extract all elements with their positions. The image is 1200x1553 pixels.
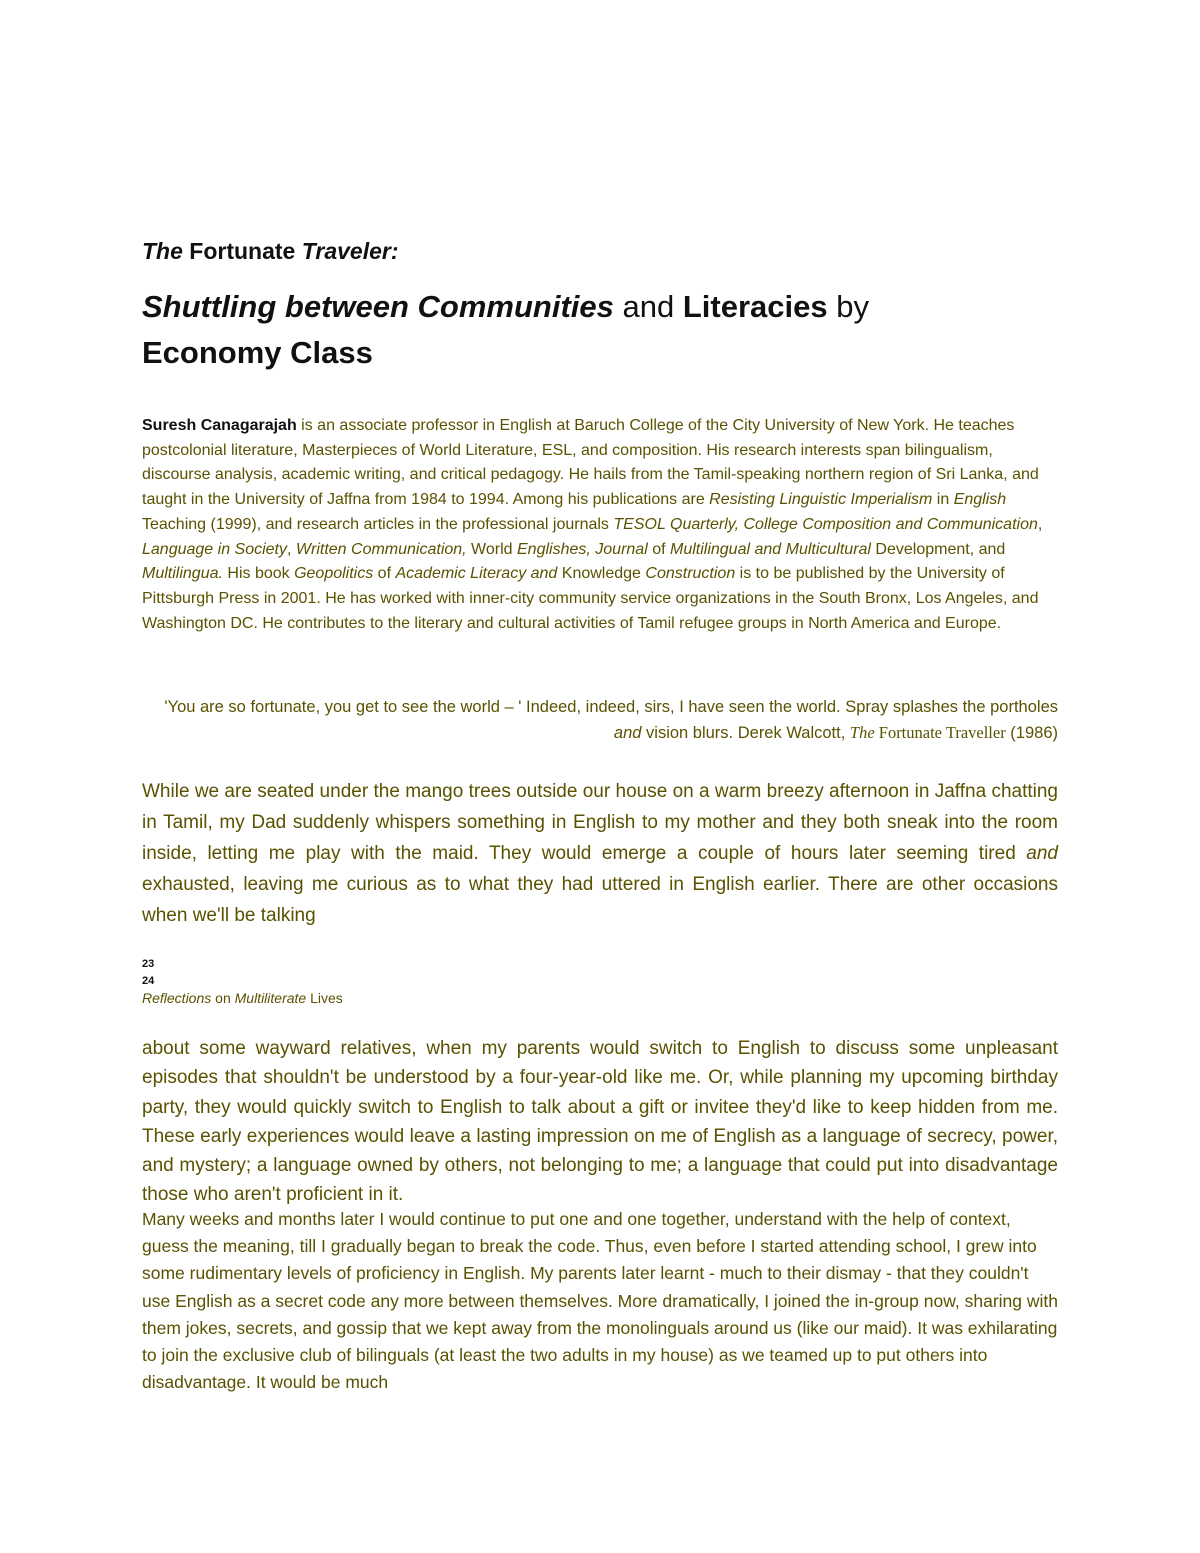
- epigraph-year: (1986): [1005, 724, 1058, 742]
- bio-text: ,: [1037, 515, 1043, 533]
- author-name: Suresh Canagarajah: [142, 417, 297, 434]
- bio-italic: Construction: [645, 565, 736, 583]
- paragraph-italic: and: [1026, 843, 1058, 864]
- title-word-traveler: Traveler:: [301, 238, 399, 264]
- author-bio: [142, 414, 1060, 636]
- running-head-text: Lives: [306, 990, 343, 1006]
- bio-text: of: [647, 540, 670, 558]
- bio-text: ,: [287, 540, 296, 558]
- subtitle-part-3: Literacies: [682, 289, 828, 324]
- bio-text: Knowledge: [557, 565, 646, 583]
- subtitle-part-4: by: [827, 289, 869, 324]
- bio-italic: Englishes, Journal: [517, 540, 648, 558]
- body-paragraph-1: [142, 776, 1058, 931]
- running-head: [142, 990, 343, 1006]
- bio-text: is an associate professor in English at Baruch College of the City University of New York. He teaches postcolonial literature, Masterpieces of World Literature, ESL, and composition. His research interests span bilingualism, discourse analysis, academic writing, and critical pedagogy. He hails from the Tamil-speaking northern region of Sri Lanka, and taught in the University of Jaffna from 1984 to 1994. Among his publications are: [142, 417, 1039, 509]
- subtitle-part-5: Economy Class: [142, 335, 373, 370]
- title-word-the: The: [142, 238, 183, 264]
- epigraph: [142, 694, 1058, 746]
- subtitle-part-1: Shuttling between Communities: [142, 289, 614, 324]
- bio-text: of: [373, 565, 396, 583]
- bio-text: Development, and: [870, 540, 1006, 558]
- body-paragraph-2: about some wayward relatives, when my parents would switch to English to discuss some unpleasant episodes that shouldn't be understood by a four-year-old like me. Or, while planning my upcoming birthday party, they would quickly switch to English to talk about a gift or invitee they'd like to keep hidden from me. These early experiences would leave a lasting impression on me of English as a language of secrecy, power, and mystery; a language owned by others, not belonging to me; a language that could put into disadvantage those who aren't proficient in it.: [142, 1038, 1058, 1206]
- epigraph-italic: and: [613, 724, 642, 742]
- body-paragraph-3: Many weeks and months later I would continue to put one and one together, understand with the help of context, guess the meaning, till I gradually began to break the code. Thus, even before I started attending school, I grew into some rudimentary levels of proficiency in English. My parents later learnt - much to their dismay - that they couldn't use English as a secret code any more between themselves. More dramatically, I joined the in-group now, sharing with them jokes, secrets, and gossip that we kept away from the monolinguals around us (like our maid). It was exhilarating to join the exclusive club of bilinguals (at least the two adults in my house) as we teamed up to put others into disadvantage. It would be much: [142, 1209, 1058, 1393]
- epigraph-book-title-italic: The: [849, 723, 875, 742]
- document-title: [142, 238, 399, 265]
- title-word-fortunate: Fortunate: [182, 238, 302, 264]
- running-head-italic: Reflections: [142, 990, 212, 1006]
- page-numbers: [142, 956, 154, 990]
- paragraph-text: While we are seated under the mango trees outside our house on a warm breezy afternoon in Jaffna chatting in Tamil, my Dad suddenly whispers something in English to my mother and they both sneak into the room inside, letting me play with the maid. They would emerge a couple of hours later seeming tired: [142, 781, 1058, 864]
- document-subtitle: [142, 284, 1058, 376]
- bio-italic: Language in Society: [142, 540, 287, 558]
- bio-text: is to be published by the University of Pittsburgh Press in 2001. He has worked with inner-city community service organizations in the South Bronx, Los Angeles, and Washington DC. He contributes to the literary and cultural activities of Tamil refugee groups in North America and Europe.: [142, 565, 1039, 632]
- epigraph-text: vision blurs. Derek Walcott,: [641, 724, 850, 742]
- bio-text: His book: [222, 565, 295, 583]
- page-number-23: 23: [142, 958, 155, 970]
- bio-italic: English: [953, 491, 1007, 509]
- paragraph-text: exhausted, leaving me curious as to what they had uttered in English earlier. There are other occasions when we'll be talking: [142, 874, 1058, 926]
- running-head-italic: Multiliterate: [234, 990, 307, 1006]
- bio-text: in: [932, 491, 954, 509]
- bio-italic: Multilingual and Multicultural: [669, 540, 871, 558]
- bio-text: Teaching (1999), and research articles in the professional journals: [142, 515, 614, 533]
- bio-italic: Multilingua.: [142, 565, 223, 583]
- bio-text: World: [466, 540, 517, 558]
- epigraph-book-title: Fortunate Traveller: [874, 723, 1006, 742]
- bio-italic: Academic Literacy and: [395, 565, 558, 583]
- document-page: [142, 0, 1058, 1553]
- bio-italic: Geopolitics: [294, 565, 374, 583]
- epigraph-text: 'You are so fortunate, you get to see the world – ' Indeed, indeed, sirs, I have seen the world. Spray splashes the portholes: [164, 698, 1058, 716]
- bio-italic: Written Communication,: [295, 540, 467, 558]
- page-number-24: 24: [142, 975, 155, 987]
- bio-italic: Resisting Linguistic Imperialism: [709, 491, 933, 509]
- running-head-text: on: [211, 990, 235, 1006]
- subtitle-part-2: and: [613, 289, 683, 324]
- bio-italic: TESOL Quarterly, College Composition and Communication: [613, 515, 1038, 533]
